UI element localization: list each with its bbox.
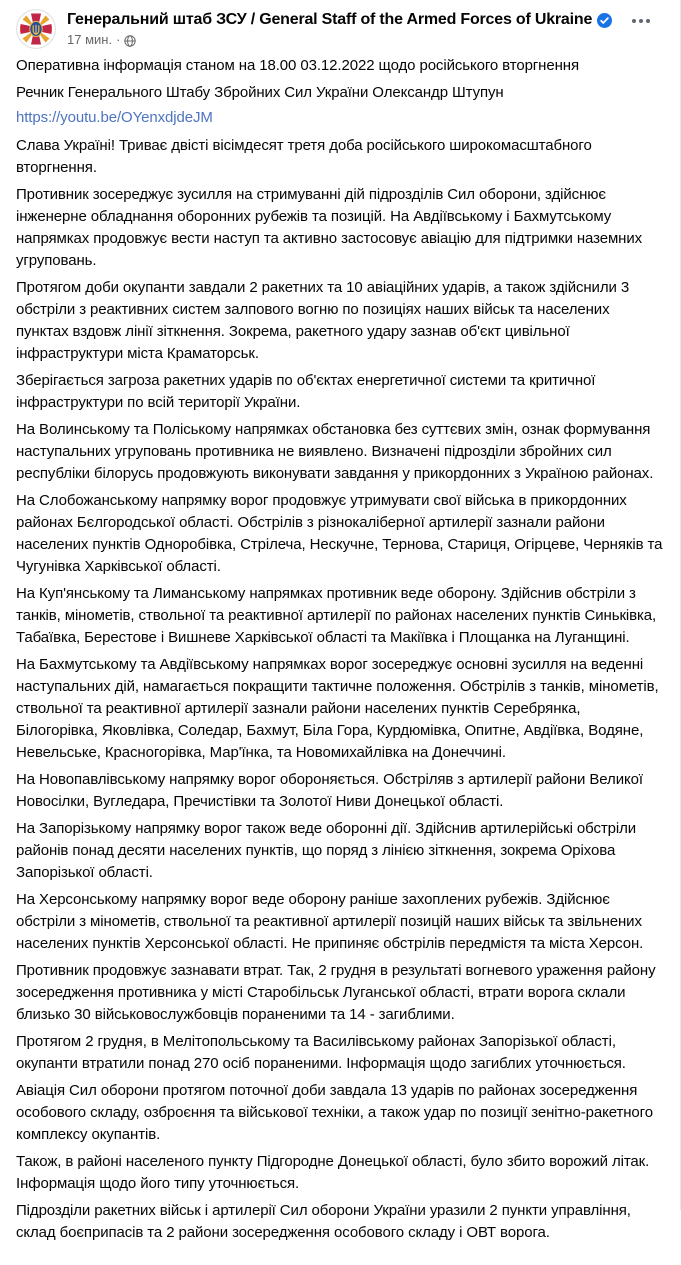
post-paragraph: На Волинському та Поліському напрямках обстановка без суттєвих змін, ознак формування наступальних угруповань противника не виявлено. Визначені підрозділи збройних сил республіки білорусь продовжують виконувати завдання у прикордонних з Україною районах. [16,421,654,482]
post-paragraph: Противник зосереджує зусилля на стримуванні дій підрозділів Сил оборони, здійснює інженерне обладнання оборонних рубежів та позицій. На Авдіївському і Бахмутському напрямках продовжує вести наступ та активно застосовує авіацію для підтримки наземних угруповань. [16,186,643,269]
post-paragraph: Протягом 2 грудня, в Мелітопольському та Василівському районах Запорізької області, окупанти втратили понад 270 осіб пораненими. Інформація щодо загиблих уточнюється. [16,1033,626,1072]
post-paragraph: Підрозділи ракетних військ і артилерії Сил оборони України уразили 2 пункти управління, склад боєприпасів та 2 райони зосередження особового складу і ОВТ ворога. [16,1202,631,1241]
post-timestamp[interactable]: 17 мин. [67,32,113,47]
ellipsis-icon [639,19,643,23]
post-paragraph: На Куп'янському та Лиманському напрямках противник веде оборону. Здійснив обстріли з танків, мінометів, ствольної та реактивної артилерії по районах населених пунктів Синьківка, Табаївка, Берестове і Вишневе Харківської області та Макіївка і Площанка на Луганщині. [16,585,657,646]
post-paragraph: На Бахмутському та Авдіївському напрямках ворог зосереджує основні зусилля на веденні наступальних дій, намагається покращити тактичне положення. Обстрілів з танків, мінометів, ствольної та реактивної артилерії зазнали райони населених пунктів Серебрянка, Білогорівка, Яковлівка, Соледар, Бахмут, Біла Гора, Курдюмівка, Опитне, Авдіївка, Водяне, Невельське, Красногорівка, Мар'їнка, та Новомихайлівка на Донеччині. [16,656,659,761]
post-header [0,0,680,53]
post-paragraph: Авіація Сил оборони протягом поточної доби завдала 13 ударів по районах зосередження особового складу, озброєння та військової техніки, а також удар по позиції зенітно-ракетного комплексу окупантів. [16,1082,653,1143]
post-paragraph: Слава Україні! Триває двісті вісімдесят третя доба російського широкомасштабного вторгнення. [16,137,592,176]
post-paragraph: На Слобожанському напрямку ворог продовжує утримувати свої війська в прикордонних районах Бєлгородської області. Обстрілів з різнокаліберної артилерії зазнали райони населених пунктів Одноробівка, Стрілеча, Нескучне, Тернова, Стариця, Огірцеве, Черняків та Чугунівка Харківської області. [16,492,663,575]
post-header-text [67,9,624,48]
meta-separator: · [116,32,121,47]
post-paragraph: Також, в районі населеного пункту Підгородне Донецької області, було збито ворожий літак. Інформація щодо його типу уточнюється. [16,1153,650,1192]
post-paragraph: Противник продовжує зазнавати втрат. Так, 2 грудня в результаті вогневого ураження району зосередження противника у місті Старобільськ Луганської області, втрати ворога склали близько 30 військовослужбовців пораненими та 14 - загиблими. [16,962,656,1023]
page-avatar[interactable] [16,9,56,49]
post-meta-row [67,32,624,48]
verified-badge-icon [597,13,612,28]
globe-icon [124,35,136,47]
post-link[interactable]: https://youtu.be/OYenxdjdeJM [16,109,213,126]
post-paragraph: На Херсонському напрямку ворог веде оборону раніше захоплених рубежів. Здійснює обстріли з мінометів, ствольної та реактивної артилерії позицій наших військ та звільнених населених пунктів Херсонської області. Не припиняє обстрілів передмістя та міста Херсон. [16,891,644,952]
post-paragraph: Зберігається загроза ракетних ударів по об'єктах енергетичної системи та критичної інфраструктури по всій території України. [16,372,596,411]
post-paragraph: Речник Генерального Штабу Збройних Сил України Олександр Штупун [16,84,504,101]
post-paragraph: На Запорізькому напрямку ворог також веде оборонні дії. Здійснив артилерійські обстріли районів понад десяти населених пунктів, що поряд з лінією зіткнення, зокрема Оріхова Запорізької області. [16,820,637,881]
more-options-button[interactable] [624,9,668,33]
post-paragraph: Оперативна інформація станом на 18.00 03.12.2022 щодо російського вторгнення [16,57,579,74]
post-paragraph: Протягом доби окупанти завдали 2 ракетних та 10 авіаційних ударів, а також здійснили 3 обстріли з реактивних систем залпового вогню по позиціях наших військ та населених пунктах вздовж лінії зіткнення. Зокрема, ракетного удару зазнав об'єкт цивільної інфраструктури міста Краматорськ. [16,279,630,362]
post-paragraph: На Новопавлівському напрямку ворог обороняється. Обстріляв з артилерії райони Великої Новосілки, Вугледара, Пречистівки та Золотої Ниви Донецької області. [16,771,643,810]
general-staff-emblem-icon [16,9,56,49]
post-content [0,53,680,1265]
page-name-row [67,10,624,29]
ellipsis-icon [646,19,650,23]
ellipsis-icon [632,19,636,23]
page-name[interactable]: Генеральний штаб ЗСУ / General Staff of the Armed Forces of Ukraine [67,11,593,28]
